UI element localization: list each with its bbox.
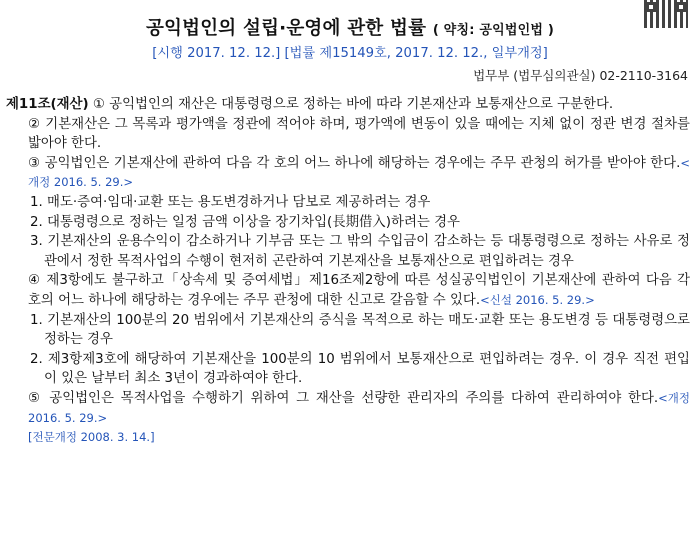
law-title [0, 14, 700, 40]
enforcement-info[interactable]: [시행 2017. 12. 12.] [법률 제15149호, 2017. 12. 12., 일부개정] [152, 46, 548, 61]
paragraph-5-text: ⑤ 공익법인은 목적사업을 수행하기 위하여 그 재산을 선량한 관리자의 주의를 다하여 관리하여야 한다. [28, 390, 659, 406]
list-item: 2. 대통령령으로 정하는 일정 금액 이상을 장기차입(長期借入)하려는 경우 [30, 214, 460, 230]
amendment-note[interactable]: <개정 2016. 5. 29.> [28, 155, 690, 190]
article-heading: 제11조(재산) [6, 97, 89, 112]
list-item: 1. 매도·증여·임대·교환 또는 용도변경하거나 담보로 제공하려는 경우 [30, 194, 431, 210]
full-revision-text[interactable]: [전문개정 2008. 3. 14.] [28, 430, 155, 445]
amendment-note[interactable]: <신설 2016. 5. 29.> [480, 292, 595, 307]
law-title-text: 공익법인의 설립·운영에 관한 법률 [146, 18, 427, 39]
paragraph-3-text: ③ 공익법인은 기본재산에 관하여 다음 각 호의 어느 하나에 해당하는 경우에는 주무 관청의 허가를 받아야 한다. [28, 155, 681, 171]
list-item: 2. 제3항제3호에 해당하여 기본재산을 100분의 10 범위에서 보통재산으로 편입하려는 경우. 이 경우 직전 편입이 있은 날부터 최소 3년이 경과하여야 한다. [30, 351, 690, 387]
ministry-contact: 법무부 (법무심의관실) 02-2110-3164 [473, 68, 688, 83]
paragraph-2: ② 기본재산은 그 목록과 평가액을 정관에 적어야 하며, 평가액에 변동이 있을 때에는 지체 없이 정관 변경 절차를 밟아야 한다. [28, 116, 690, 152]
law-abbreviation: ( 약칭: 공익법인법 ) [432, 23, 554, 38]
paragraph-4 [6, 271, 690, 310]
paragraph-1 [6, 95, 690, 115]
full-revision-note [6, 428, 690, 448]
paragraph-4-text: ④ 제3항에도 불구하고「상속세 및 증여세법」제16조제2항에 따른 성실공익법인이 기본재산에 관하여 다음 각 호의 어느 하나에 해당하는 경우에는 주무 관청에 대한 신고로 갈음할 수 있다. [28, 273, 690, 308]
list-item: 1. 기본재산의 100분의 20 범위에서 기본재산의 증식을 목적으로 하는 매도·교환 또는 용도변경 등 대통령령으로 정하는 경우 [30, 312, 690, 348]
paragraph-5 [6, 389, 690, 428]
list-item: 3. 기본재산의 운용수익이 감소하거나 기부금 또는 그 밖의 수입금이 감소하는 등 대통령령으로 정하는 사유로 정관에서 정한 목적사업의 수행이 현저히 곤란하여 기본재산을 보통재산으로 편입하려는 경우 [30, 234, 690, 269]
paragraph-1-text: ① 공익법인의 재산은 대통령령으로 정하는 바에 따라 기본재산과 보통재산으로 구분한다. [92, 97, 614, 112]
amendment-note[interactable]: <개정 2016. 5. 29.> [28, 390, 690, 425]
article-body [6, 95, 690, 448]
paragraph-3 [6, 154, 690, 193]
